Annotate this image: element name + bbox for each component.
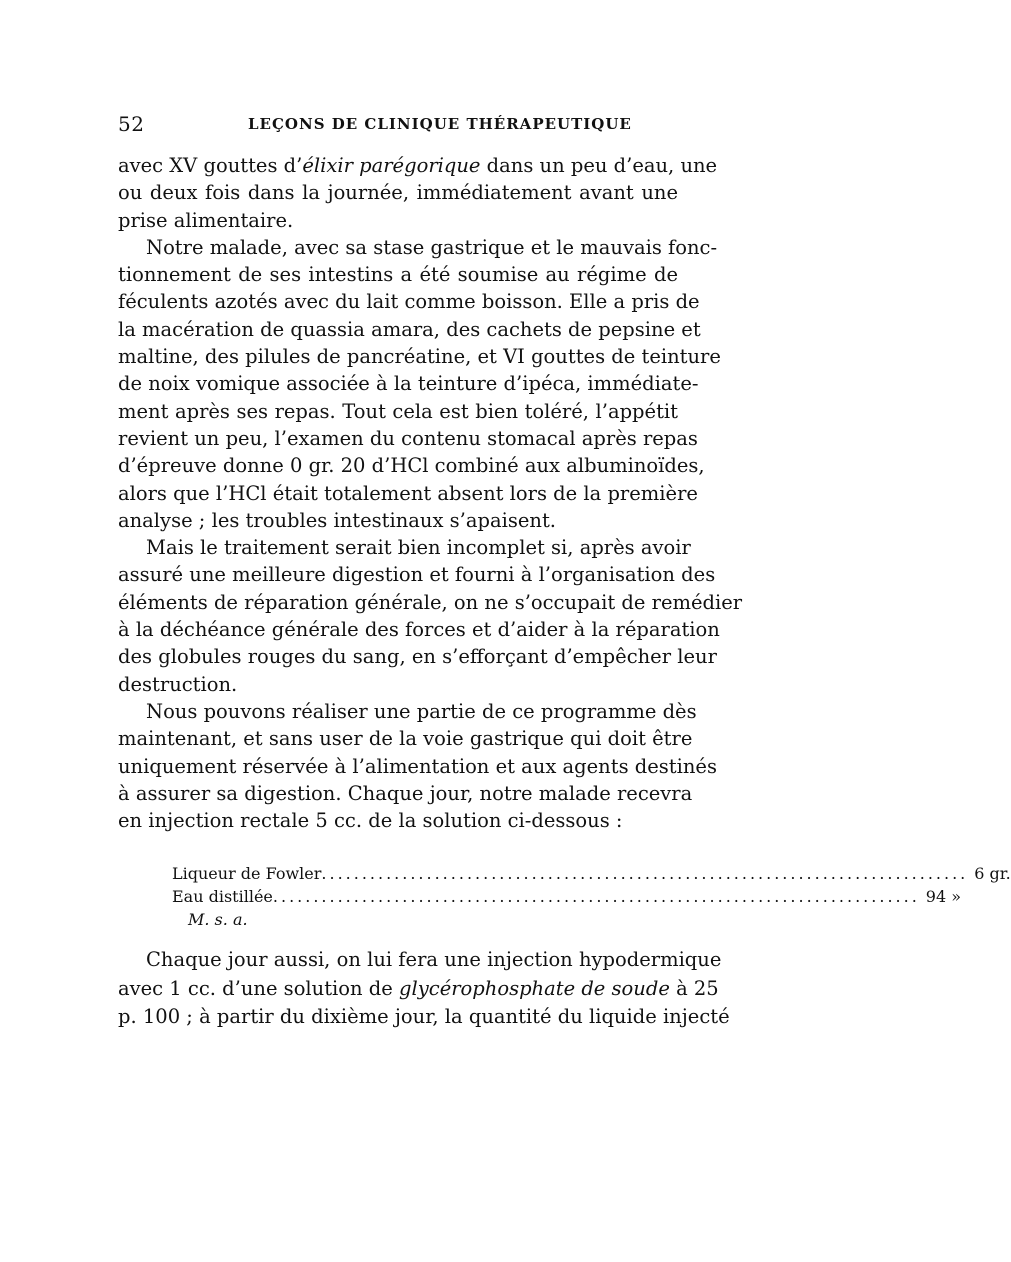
- text-line: [118, 425, 698, 452]
- running-title: LEÇONS DE CLINIQUE THÉRAPEUTIQUE: [248, 115, 632, 133]
- ingredient-name: Eau distillée: [172, 887, 273, 906]
- text-run: de noix vomique associée à la teinture d’ipéca, immédiate-: [118, 372, 699, 396]
- text-line: [118, 1003, 730, 1032]
- text-line: [118, 480, 698, 507]
- ingredient-quantity: 94 »: [925, 887, 962, 906]
- text-run: en injection rectale 5 cc. de la solution ci-dessous :: [118, 809, 623, 833]
- text-line: [118, 507, 678, 534]
- leader-dots: ................................................................................: [272, 887, 920, 906]
- formula-row: [172, 885, 962, 908]
- text-run: maltine, des pilules de pancréatine, et VI gouttes de teinture: [118, 345, 721, 369]
- text-line: [118, 807, 678, 834]
- text-run: à la déchéance générale des forces et d’aider à la réparation: [118, 618, 720, 642]
- text-line: [118, 207, 678, 234]
- leader-dots: ................................................................................: [321, 864, 969, 883]
- text-line: [118, 561, 716, 588]
- paragraph: [118, 534, 743, 698]
- text-line: [118, 589, 743, 616]
- text-run: p. 100 ; à partir du dixième jour, la quantité du liquide injecté: [118, 1005, 730, 1028]
- ingredient-name: Liqueur de Fowler: [172, 864, 322, 883]
- text-line: [118, 234, 718, 261]
- italic-run: élixir parégorique: [302, 154, 481, 177]
- text-line: [118, 698, 697, 725]
- text-run: des globules rouges du sang, en s’efforçant d’empêcher leur: [118, 645, 717, 669]
- text-line: [118, 780, 693, 807]
- text-line: [118, 288, 700, 315]
- paragraph: [118, 946, 730, 1032]
- running-head: [118, 112, 678, 142]
- text-run: ment après ses repas. Tout cela est bien toléré, l’appétit: [118, 399, 678, 423]
- formula-row: [172, 862, 1011, 885]
- text-line: [118, 946, 722, 975]
- text-run: prise alimentaire.: [118, 208, 294, 232]
- text-run: tionnement de ses intestins a été soumise au régime de: [118, 263, 678, 287]
- text-run: dans un peu d’eau, une: [480, 154, 718, 177]
- text-run: féculents azotés avec du lait comme boisson. Elle a pris de: [118, 290, 700, 314]
- text-run: maintenant, et sans user de la voie gastrique qui doit être: [118, 727, 693, 751]
- text-line: [118, 316, 701, 343]
- text-run: Notre malade, avec sa stase gastrique et le mauvais fonc-: [146, 235, 718, 259]
- text-run: à assurer sa digestion. Chaque jour, notre malade recevra: [118, 781, 693, 805]
- body-text: [118, 152, 743, 834]
- text-run: assuré une meilleure digestion et fourni à l’organisation des: [118, 563, 716, 587]
- text-run: destruction.: [118, 672, 238, 696]
- text-line: [118, 534, 691, 561]
- text-line: [118, 725, 693, 752]
- text-run: à 25: [669, 976, 719, 1000]
- text-line: [118, 261, 678, 288]
- text-run: d’épreuve donne 0 gr. 20 d’HCl combiné aux albuminoïdes,: [118, 454, 705, 478]
- text-line: [118, 370, 699, 397]
- text-line: [118, 753, 717, 780]
- text-run: Nous pouvons réaliser une partie de ce programme dès: [146, 699, 697, 723]
- text-run: Chaque jour aussi, on lui fera une injection hypodermique: [146, 948, 722, 971]
- page-number: 52: [118, 112, 145, 136]
- text-line: [118, 643, 717, 670]
- text-run: éléments de réparation générale, on ne s’occupait de remédier: [118, 590, 743, 614]
- text-run: ou deux fois dans la journée, immédiatement avant une: [118, 181, 678, 205]
- paragraph: [118, 234, 721, 534]
- text-line: [118, 452, 705, 479]
- paragraph: [118, 698, 717, 834]
- text-line: [118, 343, 721, 370]
- text-run: avec 1 cc. d’une solution de: [118, 976, 400, 1000]
- text-run: Mais le traitement serait bien incomplet si, après avoir: [146, 536, 691, 560]
- text-line: [118, 152, 718, 179]
- closing-paragraph: [118, 946, 730, 1032]
- text-run: revient un peu, l’examen du contenu stomacal après repas: [118, 426, 698, 450]
- formula-instruction: M. s. a.: [188, 910, 248, 929]
- text-run: la macération de quassia amara, des cachets de pepsine et: [118, 317, 701, 341]
- text-line: [118, 975, 719, 1004]
- text-line: [118, 398, 678, 425]
- ingredient-quantity: 6 gr.: [974, 864, 1011, 883]
- text-line: [118, 616, 720, 643]
- italic-run: glycérophosphate de soude: [399, 976, 670, 1000]
- text-line: [118, 671, 678, 698]
- prescription-formula: [172, 862, 1011, 931]
- text-line: [118, 179, 678, 206]
- text-run: avec XV gouttes d’: [118, 154, 303, 177]
- text-run: analyse ; les troubles intestinaux s’apaisent.: [118, 508, 556, 532]
- text-run: alors que l’HCl était totalement absent lors de la première: [118, 481, 698, 505]
- paragraph: [118, 152, 718, 234]
- text-run: uniquement réservée à l’alimentation et aux agents destinés: [118, 754, 717, 778]
